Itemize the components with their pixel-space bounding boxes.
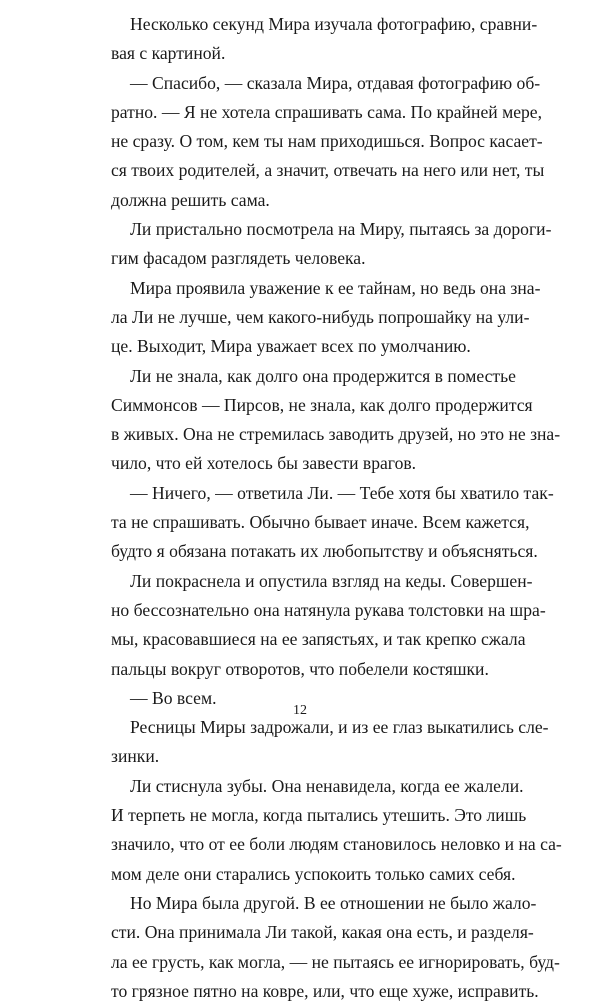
paragraph [111,69,545,215]
text-line: Но Мира была другой. В ее отношении не было жало- [130,892,537,913]
text-line: И терпеть не могла, когда пытались утешить. Это лишь [111,805,527,826]
text-line: це. Выходит, Мира уважает всех по умолчанию. [111,336,471,357]
body-text [111,10,562,1006]
paragraph [111,889,560,1006]
text-line: Несколько секунд Мира изучала фотографию, сравни- [130,14,538,34]
paragraph [111,479,554,567]
text-line: Ли покраснела и опустила взгляд на кеды. Совершен- [130,570,533,591]
text-line: Мира проявила уважение к ее тайнам, но ведь она зна- [130,277,541,298]
paragraph [111,215,552,274]
text-line: — Ничего, — ответила Ли. — Тебе хотя бы хватило так- [130,482,554,503]
text-line: мы, красовавшиеся на ее запястьях, и так крепко сжала [111,629,526,650]
text-line: сти. Она принимала Ли такой, какая она есть, и разделя- [111,922,534,943]
text-line: пальцы вокруг отворотов, что побелели костяшки. [111,658,489,679]
text-line: то грязное пятно на ковре, или, что еще хуже, исправить. [111,980,539,1001]
text-line: Ли стиснула зубы. Она ненавидела, когда ее жалели. [130,775,524,796]
text-line: значило, что от ее боли людям становилось неловко и на са- [111,834,562,855]
text-line: должна решить сама. [111,189,270,210]
paragraph [111,772,562,889]
text-line: ла ее грусть, как могла, — не пытаясь ее игнорировать, буд- [111,951,560,972]
text-line: не сразу. О том, кем ты нам приходишься. Вопрос касает- [111,131,543,152]
text-line: гим фасадом разглядеть человека. [111,248,366,269]
paragraph [111,713,549,772]
paragraph [111,362,561,479]
paragraph [111,274,541,362]
text-line: Симмонсов — Пирсов, не знала, как долго продержится [111,394,533,415]
text-line: в живых. Она не стремилась заводить друзей, но это не зна- [111,424,561,445]
text-line: вая с картиной. [111,43,226,64]
text-line: ла Ли не лучше, чем какого-нибудь попрошайку на ули- [111,306,530,327]
text-line: Ресницы Миры задрожали, и из ее глаз выкатились слe- [130,717,549,738]
text-line: чило, что ей хотелось бы завести врагов. [111,453,417,474]
text-line: зинки. [111,746,160,767]
text-line: Ли не знала, как долго она продержится в поместье [130,365,516,386]
text-line: ратно. — Я не хотела спрашивать сама. По крайней мере, [111,101,543,122]
page-number: 12 [293,703,307,718]
text-line: та не спрашивать. Обычно бывает иначе. Всем кажется, [111,512,530,533]
text-line: ся твоих родителей, а значит, отвечать на него или нет, ты [111,160,545,181]
paragraph [111,10,538,69]
text-line: — Спасибо, — сказала Мира, отдавая фотографию об- [130,72,541,93]
text-line: будто я обязана потакать их любопытству и объясняться. [111,541,538,562]
text-line: мом деле они старались успокоить только самих себя. [111,863,516,884]
paragraph [111,567,546,684]
text-line: но бессознательно она натянула рукава толстовки на шра- [111,599,546,620]
text-line: Ли пристально посмотрела на Миру, пытаясь за дороги- [130,219,552,240]
text-line: — Во всем. [130,687,217,708]
